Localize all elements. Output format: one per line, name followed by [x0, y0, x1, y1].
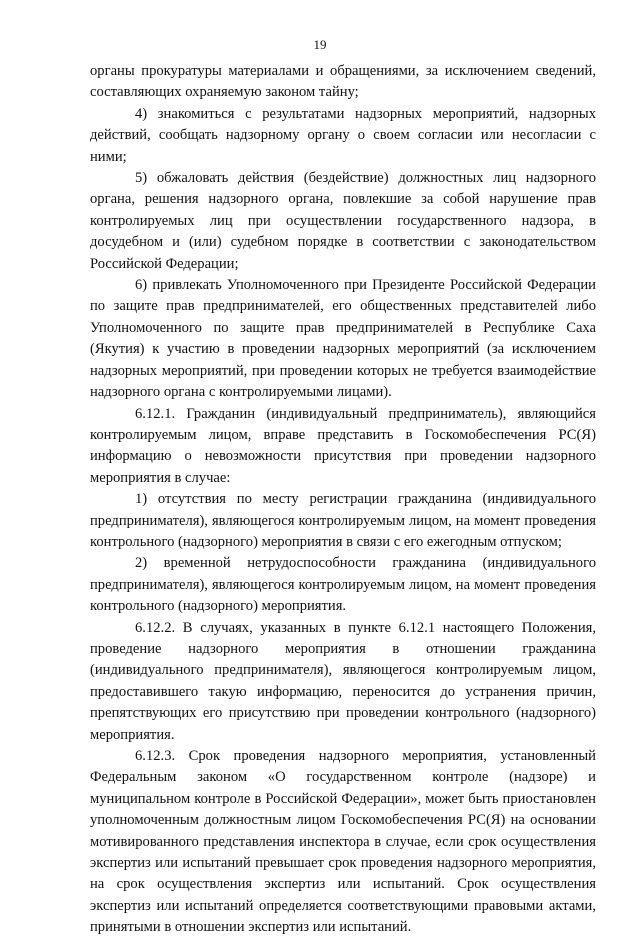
- paragraph-continuation: органы прокуратуры материалами и обращениями, за исключением сведений, составляющих охраняемую законом тайну;: [90, 63, 596, 101]
- paragraph-item-6: 6) привлекать Уполномоченного при Президенте Российской Федерации по защите прав предпринимателей, его общественных представителей либо Уполномоченного по защите прав предпринимателей в Республике Саха (Якутия) к участию в проведении надзорных мероприятий (за исключением надзорных мероприятий, при проведении которых не требуется взаимодействие надзорного органа с контролируемыми лицами).: [90, 277, 596, 401]
- document-body: [90, 61, 596, 939]
- paragraph-subitem-2: 2) временной нетрудоспособности гражданина (индивидуального предпринимателя), являющегося контролируемым лицом, на момент проведения контрольного (надзорного) мероприятия.: [90, 555, 596, 615]
- page-number: 19: [313, 37, 327, 52]
- paragraph-6-12-3: 6.12.3. Срок проведения надзорного мероприятия, установленный Федеральным законом «О государственном контроле (надзоре) и муниципальном контроле в Российской Федерации», может быть приостановлен уполномоченным должностным лицом Госкомобеспечения РС(Я) на основании мотивированного представления инспектора в случае, если срок осуществления экспертиз или испытаний превышает срок проведения надзорного мероприятия, на срок осуществления экспертиз или испытаний. Срок осуществления экспертиз или испытаний определяется соответствующими правовыми актами, принятыми в отношении экспертиз или испытаний.: [90, 748, 596, 936]
- paragraph-item-4: 4) знакомиться с результатами надзорных мероприятий, надзорных действий, сообщать надзорному органу о своем согласии или несогласии с ними;: [90, 105, 596, 165]
- paragraph-6-12-1: 6.12.1. Гражданин (индивидуальный предприниматель), являющийся контролируемым лицом, вправе представить в Госкомобеспечения РС(Я) информацию о невозможности присутствия при проведении надзорного мероприятия в случае:: [90, 405, 596, 486]
- paragraph-6-12-2: 6.12.2. В случаях, указанных в пункте 6.12.1 настоящего Положения, проведение надзорного мероприятия в отношении гражданина (индивидуального предпринимателя), являющегося контролируемым лицом, предоставившего такую информацию, переносится до устранения причин, препятствующих его присутствию при проведении контрольного (надзорного) мероприятия.: [90, 619, 596, 743]
- paragraph-subitem-1: 1) отсутствия по месту регистрации гражданина (индивидуального предпринимателя), являющегося контролируемым лицом, на момент проведения контрольного (надзорного) мероприятия в связи с его ежегодным отпуском;: [90, 491, 596, 550]
- paragraph-item-5: 5) обжаловать действия (бездействие) должностных лиц надзорного органа, решения надзорного органа, повлекшие за собой нарушение прав контролируемых лиц при осуществлении государственного надзора, в досудебном и (или) судебном порядке в соответствии с законодательством Российской Федерации;: [90, 170, 596, 272]
